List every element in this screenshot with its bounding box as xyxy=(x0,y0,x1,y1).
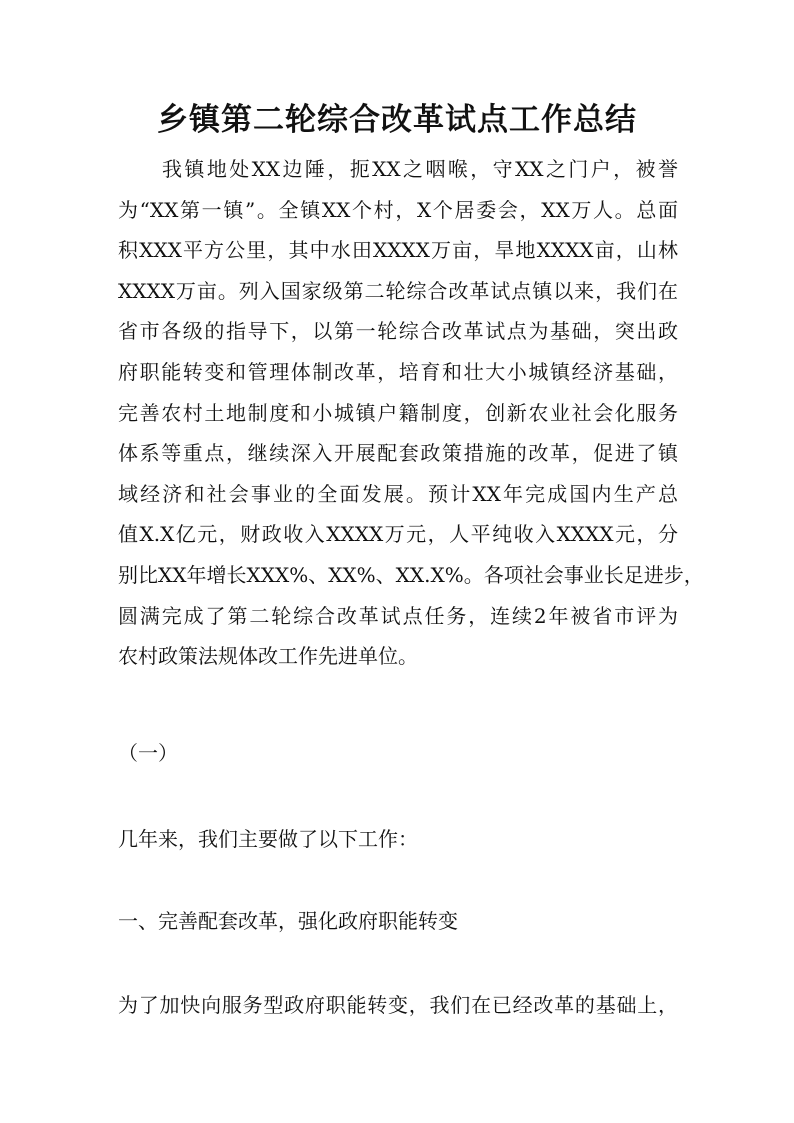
intro-paragraph xyxy=(118,149,704,677)
paragraph-line: XXXX万亩。列入国家级第二轮综合改革试点镇以来，我们在 xyxy=(118,278,678,303)
paragraph-line: 体系等重点，继续深入开展配套政策措施的改革，促进了镇 xyxy=(118,441,678,466)
paragraph-line: 完善农村土地制度和小城镇户籍制度，创新农业社会化服务 xyxy=(118,400,678,425)
paragraph-line: 圆满完成了第二轮综合改革试点任务，连续2年被省市评为 xyxy=(118,603,678,628)
body-line: 为了加快向服务型政府职能转变，我们在已经改革的基础上， xyxy=(118,993,678,1017)
paragraph-line: 农村政策法规体改工作先进单位。 xyxy=(118,644,418,669)
paragraph-line: 积XXX平方公里，其中水田XXXX万亩，旱地XXXX亩，山林 xyxy=(118,238,678,263)
paragraph-line: 我镇地处XX边陲，扼XX之咽喉，守XX之门户，被誉 xyxy=(162,157,678,181)
paragraph-line: 为“XX第一镇”。全镇XX个村，X个居委会，XX万人。总面 xyxy=(118,197,678,222)
document-title: 乡镇第二轮综合改革试点工作总结 xyxy=(157,102,637,138)
paragraph-line: 值X.X亿元，财政收入XXXX万元，人平纯收入XXXX元，分 xyxy=(118,522,678,547)
paragraph-line: 省市各级的指导下，以第一轮综合改革试点为基础，突出政 xyxy=(118,319,678,344)
section-heading: 一、完善配套改革，强化政府职能转变 xyxy=(118,909,458,933)
paragraph-line: 域经济和社会事业的全面发展。预计XX年完成国内生产总 xyxy=(118,481,678,506)
paragraph-line: 府职能转变和管理体制改革，培育和壮大小城镇经济基础， xyxy=(118,359,678,384)
paragraph-line: 别比XX年增长XXX%、XX%、XX.X%。各项社会事业长足进步， xyxy=(118,562,704,587)
lead-sentence: 几年来，我们主要做了以下工作： xyxy=(118,827,418,851)
section-marker: （一） xyxy=(118,741,178,765)
